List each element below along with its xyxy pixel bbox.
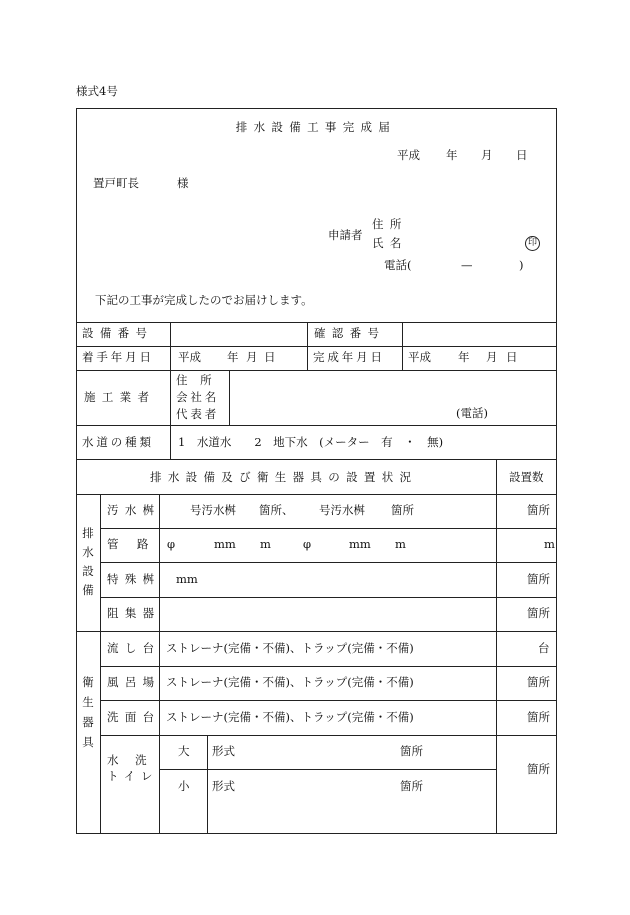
sanitary-item-detail: ストレーナ(完備・不備)、トラップ(完備・不備) [166,710,414,724]
sanitary-item-detail: ストレーナ(完備・不備)、トラップ(完備・不備) [166,641,414,655]
toilet-big-count: 箇所 [400,744,423,758]
rule [76,494,556,495]
toilet-unit: 箇所 [527,762,550,776]
drainage-item-detail: φ [167,537,176,551]
rule [100,597,556,598]
sanitary-item-label: 流し台 [107,641,161,655]
rule [76,370,556,371]
drainage-item-detail: m [260,537,271,551]
rule [100,735,556,736]
rule [100,666,556,667]
sanitary-group-label: 衛生器具 [82,675,94,749]
rule [76,425,556,426]
toilet-small-form: 形式 [212,779,235,793]
sanitary-item-unit: 箇所 [527,710,550,724]
drainage-item-detail: φ [303,537,312,551]
complete-date-year: 年 [458,350,470,364]
addressee-name: 置戸町長 [93,176,139,190]
drainage-item-unit: m [544,537,555,551]
water-type-label: 水道の種類 [82,435,154,449]
rule [159,769,496,770]
applicant-label: 申請者 [328,228,363,242]
toilet-label-line1: 水洗 [107,753,164,767]
form-title: 排水設備工事完成届 [235,120,397,134]
sanitary-item-detail: ストレーナ(完備・不備)、トラップ(完備・不備) [166,675,414,689]
equipment-number-label: 設備番号 [82,326,154,340]
sanitary-item-label: 風呂場 [107,675,161,689]
toilet-big-label: 大 [178,744,190,758]
rule [170,425,171,459]
drainage-item-detail: mm [214,537,236,551]
toilet-small-label: 小 [178,779,190,793]
seal-icon: 印 [525,236,540,251]
date-year: 年 [446,148,458,162]
rule [76,631,556,632]
drainage-item-unit: 箇所 [527,572,550,586]
toilet-small-count: 箇所 [400,779,423,793]
toilet-label-line2: トイレ [107,769,159,783]
rule [307,322,308,370]
sanitary-item-unit: 台 [538,641,550,655]
date-month: 月 [481,148,493,162]
rule [100,528,556,529]
rule [76,322,556,323]
count-column-heading: 設置数 [509,470,544,484]
complete-date-era: 平成 [408,350,431,364]
applicant-phone-label: 電話( [384,258,412,272]
start-date-year: 年 [227,350,239,364]
seal-mark [525,236,540,251]
start-date-day: 日 [264,350,276,364]
rule [207,735,208,833]
confirm-number-label: 確認番号 [314,326,386,340]
complete-date-day: 日 [506,350,518,364]
start-date-month: 月 [246,350,258,364]
drainage-item-label: 管路 [107,537,167,551]
contractor-label: 施工業者 [84,390,156,404]
rule [402,322,403,370]
drainage-item-label: 汚水桝 [107,503,161,517]
rule [170,322,171,425]
contractor-address-label: 住所 [176,373,225,387]
drainage-group-label: 排水設備 [82,526,94,597]
rule [496,459,497,833]
toilet-big-form: 形式 [212,744,235,758]
drainage-item-detail: 号汚水桝 [319,503,365,517]
date-day: 日 [516,148,528,162]
addressee-honorific: 様 [177,176,189,190]
water-type-options: 1 水道水 2 地下水 (メーター 有 ・ 無) [178,435,444,449]
applicant-phone-dash: — [461,258,473,272]
drainage-item-detail: 箇所、 [259,503,294,517]
applicant-address-label: 住所 [372,217,408,231]
start-date-label: 着手年月日 [82,350,154,364]
rule [100,700,556,701]
drainage-item-detail: m [395,537,406,551]
section-heading: 排水設備及び衛生器具の設置状況 [150,470,418,484]
drainage-item-detail: 号汚水桝 [190,503,236,517]
applicant-name-label: 氏名 [372,236,408,250]
contractor-company-label: 会社名 [176,390,220,404]
complete-date-label: 完成年月日 [313,350,385,364]
drainage-item-label: 特殊桝 [107,572,161,586]
rule [100,494,101,833]
start-date-era: 平成 [178,350,201,364]
drainage-item-unit: 箇所 [527,503,550,517]
contractor-phone-label: (電話) [456,406,488,420]
complete-date-month: 月 [486,350,498,364]
rule [76,459,556,460]
rule [229,370,230,425]
drainage-item-detail: 箇所 [391,503,414,517]
drainage-item-unit: 箇所 [527,606,550,620]
sanitary-item-label: 洗面台 [107,710,161,724]
date-era: 平成 [397,148,420,162]
intro-text: 下記の工事が完成したのでお届けします。 [95,293,313,307]
drainage-item-detail: mm [176,572,198,586]
drainage-item-label: 阻集器 [107,606,161,620]
drainage-item-detail: mm [349,537,371,551]
rule [76,346,556,347]
sanitary-item-unit: 箇所 [527,675,550,689]
form-number: 様式4号 [76,84,118,98]
contractor-rep-label: 代表者 [176,407,220,421]
applicant-phone-close: ) [519,258,524,272]
rule [100,562,556,563]
